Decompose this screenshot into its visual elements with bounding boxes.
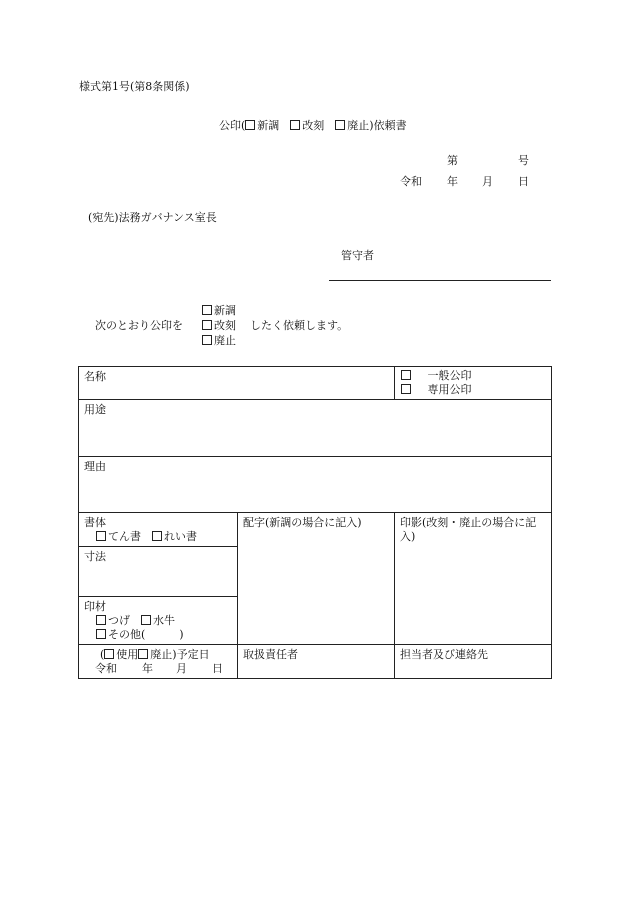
reason-field[interactable] (84, 477, 544, 509)
row-divider (78, 399, 552, 400)
material-options: つげ 水牛 (96, 614, 175, 628)
date-reiwa: 令和 (400, 175, 422, 188)
row-divider (78, 512, 552, 513)
custodian-signature-line[interactable] (329, 280, 551, 281)
number-go: 号 (518, 154, 529, 167)
schedule-day: 日 (212, 662, 223, 675)
request-option-new: 新調 (202, 304, 236, 318)
form-number: 様式第1号(第8条関係) (79, 80, 190, 93)
date-day: 日 (518, 175, 529, 188)
request-option-recarve: 改刻 (202, 319, 236, 333)
recarve-checkbox[interactable] (290, 120, 300, 130)
abolish-date-checkbox[interactable] (138, 649, 148, 659)
row-divider (78, 456, 552, 457)
schedule-label: ( 使用 廃止)予定日 (100, 648, 210, 661)
use-checkbox[interactable] (104, 649, 114, 659)
other-material-checkbox[interactable] (96, 629, 106, 639)
request-recarve-checkbox[interactable] (202, 320, 212, 330)
date-year: 年 (447, 175, 458, 188)
row-divider (78, 596, 237, 597)
typeface-label: 書体 (84, 516, 106, 529)
table-border-top (78, 366, 552, 367)
buffalo-horn-checkbox[interactable] (141, 615, 151, 625)
col-divider (394, 366, 395, 400)
document-title: 公印( 新調 改刻 廃止)依頼書 (219, 119, 407, 132)
purpose-field[interactable] (84, 420, 544, 452)
row-divider (78, 546, 237, 547)
date-month: 月 (482, 175, 493, 188)
table-border-bottom (78, 678, 552, 679)
impression-field[interactable] (400, 548, 546, 640)
clerical-script-checkbox[interactable] (152, 531, 162, 541)
col-divider (237, 512, 238, 679)
layout-label: 配字(新調の場合に記入) (243, 516, 362, 529)
contact-label: 担当者及び連絡先 (400, 648, 488, 661)
impression-label: 印影(改刻・廃止の場合に記入) (400, 516, 537, 543)
material-label: 印材 (84, 600, 106, 613)
dimensions-field[interactable] (84, 566, 232, 592)
general-seal-checkbox[interactable] (401, 370, 411, 380)
request-suffix: したく依頼します。 (250, 319, 349, 332)
schedule-reiwa: 令和 (95, 662, 117, 675)
schedule-year: 年 (142, 662, 153, 675)
request-new-checkbox[interactable] (202, 305, 212, 315)
dimensions-label: 寸法 (84, 550, 106, 563)
purpose-label: 用途 (84, 403, 106, 416)
reason-label: 理由 (84, 460, 106, 473)
request-abolish-checkbox[interactable] (202, 335, 212, 345)
new-seal-checkbox[interactable] (245, 120, 255, 130)
schedule-month: 月 (176, 662, 187, 675)
row-divider (78, 644, 552, 645)
special-seal-checkbox[interactable] (401, 384, 411, 394)
material-other: その他( ) (96, 628, 184, 642)
col-divider (394, 512, 395, 679)
seal-type-general: 一般公印 (401, 369, 472, 383)
layout-field[interactable] (243, 534, 389, 640)
request-prefix: 次のとおり公印を (95, 319, 183, 332)
handler-label: 取扱責任者 (243, 648, 298, 661)
table-border-left (78, 366, 79, 679)
request-option-abolish: 廃止 (202, 334, 236, 348)
boxwood-checkbox[interactable] (96, 615, 106, 625)
abolish-checkbox[interactable] (335, 120, 345, 130)
number-dai: 第 (447, 154, 458, 167)
typeface-options: てん書 れい書 (96, 530, 197, 544)
seal-script-checkbox[interactable] (96, 531, 106, 541)
name-label: 名称 (84, 370, 106, 383)
seal-type-special: 専用公印 (401, 383, 472, 397)
table-border-right (551, 366, 552, 679)
addressee: (宛先)法務ガバナンス室長 (88, 211, 217, 224)
custodian-label: 管守者 (341, 249, 374, 262)
